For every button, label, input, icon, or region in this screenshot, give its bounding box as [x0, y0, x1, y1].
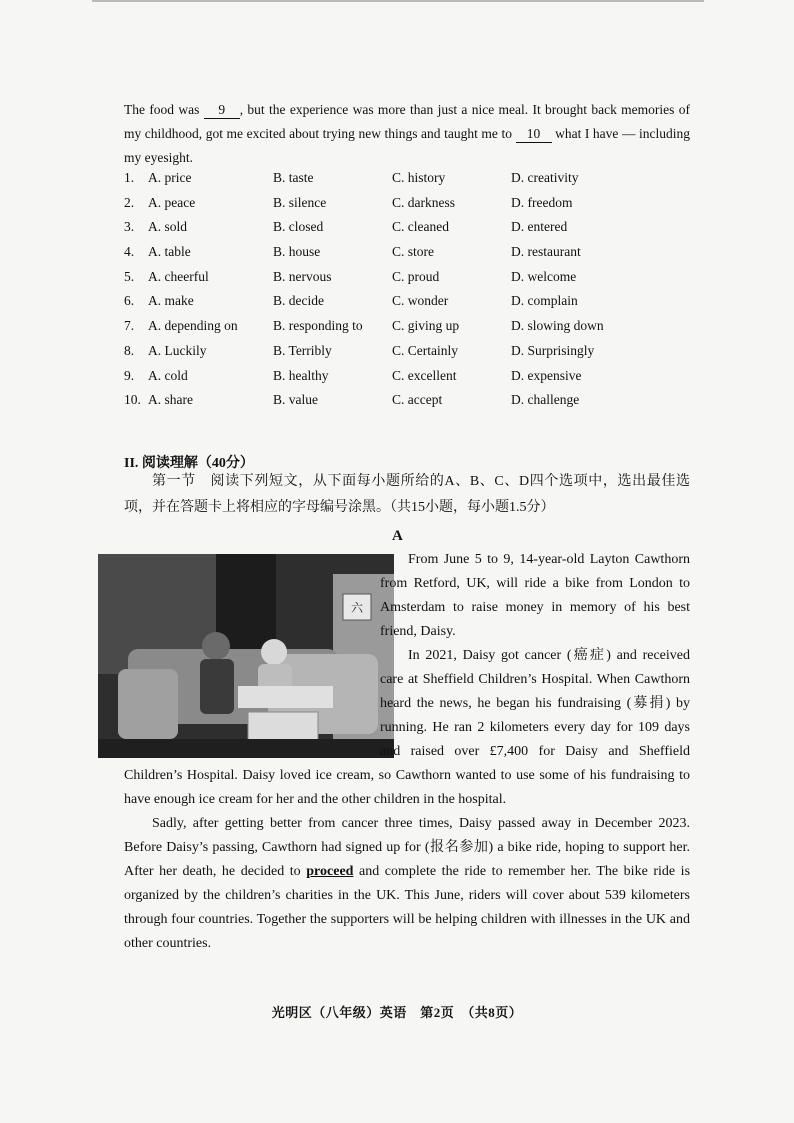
option-row — [124, 269, 684, 294]
option-row — [124, 244, 684, 269]
option-row — [124, 293, 684, 318]
option-c: C. Certainly — [392, 342, 458, 358]
page-footer: 光明区（八年级）英语 第2页 （共8页） — [271, 1005, 523, 1020]
question-number: 1. — [124, 170, 135, 185]
option-a: A. share — [148, 392, 193, 408]
option-d: D. complain — [511, 293, 578, 309]
question-number: 3. — [124, 219, 135, 235]
question-number: 2. — [124, 194, 135, 210]
paragraph-3-text-end: and complete the ride to remember her. The bike ride is organized by the children’s charities in the UK. This June, riders will cover about 539 kilometers through four countries. Together the supporters will be helping children with illnesses in the UK and other countries. — [124, 864, 691, 951]
option-d: D. creativity — [511, 170, 579, 185]
option-d: D. restaurant — [511, 244, 581, 260]
option-d: D. Surprisingly — [511, 342, 595, 358]
cloze-passage-end — [124, 98, 690, 170]
passage-label: A — [392, 528, 403, 544]
option-b: B. nervous — [273, 268, 332, 284]
option-c: C. cleaned — [392, 219, 449, 235]
option-d: D. entered — [511, 219, 568, 235]
option-b: B. responding to — [273, 318, 363, 334]
photo-sign-text: 六 — [350, 601, 364, 615]
question-number: 10. — [124, 392, 141, 408]
option-d: D. welcome — [511, 268, 577, 284]
option-c: C. accept — [392, 392, 443, 408]
passage-paragraph-1: From June 5 to 9, 14-year-old Layton Cawthorn from Retford, UK, will ride a bike from London to Amsterdam to raise money in memory of his best friend, Daisy. — [380, 552, 690, 639]
option-b: B. healthy — [273, 367, 329, 383]
option-c: C. history — [392, 170, 446, 185]
option-b: B. house — [273, 244, 321, 260]
passage-paragraph-3 — [124, 812, 690, 956]
option-a: A. price — [148, 170, 192, 185]
option-a: A. Luckily — [148, 342, 207, 358]
cloze-options-list — [124, 170, 684, 417]
option-row — [124, 219, 684, 244]
underlined-word: proceed — [306, 864, 354, 879]
passage-paragraph-2: In 2021, Daisy got cancer (癌症) and received care at Sheffield Children’s Hospital. When Cawthorn heard the news, he began his fundraising (募捐) by running. He ran 2 kilometers every day for 109 days and raised over £7,400 for Daisy and Sheffield Children’s Hospital. Daisy loved ice cream, so Cawthorn wanted to use some of his fundraising to have enough ice cream for her and the other children in the hospital. — [124, 648, 690, 807]
option-a: A. make — [148, 293, 194, 309]
option-a: A. table — [148, 244, 191, 260]
option-a: A. peace — [148, 194, 196, 210]
option-row — [124, 195, 684, 220]
option-b: B. taste — [273, 170, 314, 185]
option-c: C. wonder — [392, 293, 449, 309]
section-heading: II. 阅读理解（40分） — [124, 456, 254, 471]
section-instructions — [124, 469, 690, 521]
option-d: D. challenge — [511, 392, 580, 408]
option-b: B. value — [273, 392, 318, 408]
passage-a — [124, 548, 690, 956]
option-c: C. giving up — [392, 318, 460, 334]
question-number: 4. — [124, 244, 135, 260]
option-b: B. silence — [273, 194, 327, 210]
question-number: 6. — [124, 293, 135, 309]
option-b: B. closed — [273, 219, 324, 235]
option-row — [124, 343, 684, 368]
option-d: D. freedom — [511, 194, 573, 210]
option-c: C. proud — [392, 268, 440, 284]
cloze-text-1: The food was — [124, 102, 200, 117]
question-number: 5. — [124, 268, 135, 284]
cloze-blank-9: 9 — [204, 101, 240, 119]
option-row — [124, 368, 684, 393]
photo-wrap-spacer — [98, 548, 380, 764]
cloze-text-2: , but the experience was more than just a nice meal. It brought back memories of my childhood, got me excited about trying new things and taught me to — [124, 102, 690, 141]
paragraph-3-text-start: Sadly, after getting better from cancer three times, Daisy passed away in December 2023. Before Daisy’s passing, Cawthorn had signed up for (报名参加) a bike ride, hoping to support her. After her death, he decided to — [124, 816, 690, 879]
option-b: B. Terribly — [273, 342, 332, 358]
option-b: B. decide — [273, 293, 324, 309]
option-row — [124, 392, 684, 417]
option-c: C. darkness — [392, 194, 455, 210]
page-top-edge — [92, 0, 704, 2]
option-d: D. expensive — [511, 367, 582, 383]
cloze-blank-10: 10 — [516, 125, 552, 143]
question-number: 8. — [124, 342, 135, 358]
option-a: A. cheerful — [148, 268, 209, 284]
option-c: C. store — [392, 244, 434, 260]
option-row — [124, 318, 684, 343]
option-row — [124, 170, 684, 195]
option-c: C. excellent — [392, 367, 457, 383]
option-a: A. depending on — [148, 318, 238, 334]
question-number: 9. — [124, 367, 135, 383]
cloze-text-3: what I have — including my eyesight. — [124, 126, 691, 165]
instruction-text: 第一节 阅读下列短文，从下面每小题所给的A、B、C、D四个选项中，选出最佳选项，并在答题卡上将相应的字母编号涂黑。（共15小题，每小题1.5分） — [124, 474, 690, 515]
option-a: A. sold — [148, 219, 188, 235]
option-d: D. slowing down — [511, 318, 604, 334]
question-number: 7. — [124, 318, 135, 334]
option-a: A. cold — [148, 367, 188, 383]
